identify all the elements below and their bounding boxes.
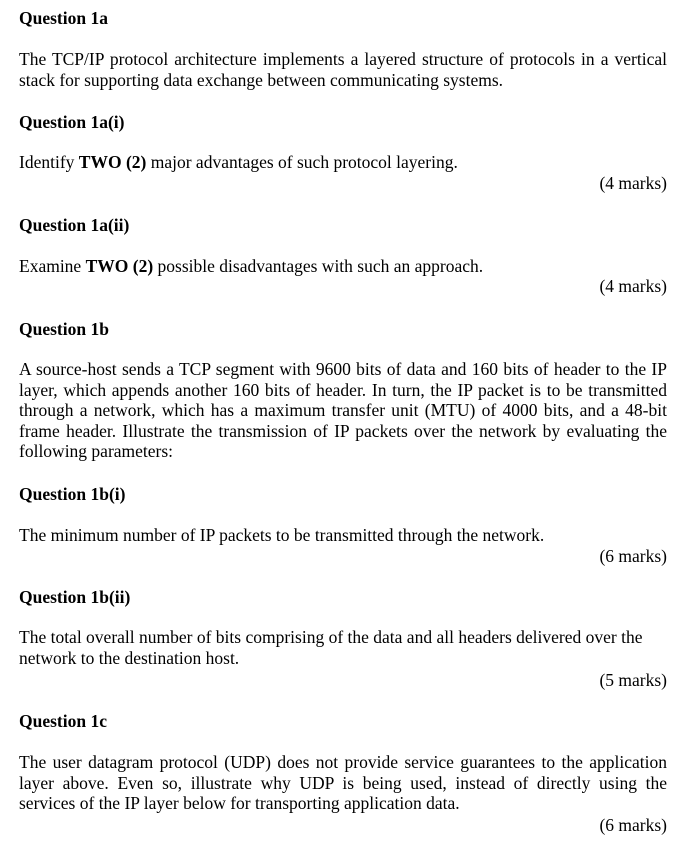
question-1c-marks: (6 marks): [599, 815, 667, 835]
question-1a-i-text: [19, 152, 667, 173]
question-1a-ii-text: [19, 256, 667, 277]
question-1b-heading: Question 1b: [19, 319, 109, 339]
question-1b-text: A source-host sends a TCP segment with 9600 bits of data and 160 bits of header to the IP layer, which appends another 160 bits of header. In turn, the IP packet is to be transmitted through a network, which has a maximum transfer unit (MTU) of 4000 bits, and a 48-bit frame header. Illustrate the transmission of IP packets over the network by evaluating the following parameters:: [19, 359, 667, 461]
question-1a-ii-text-bold: TWO (2): [85, 256, 154, 276]
question-1a-text: The TCP/IP protocol architecture implements a layered structure of protocols in a vertical stack for supporting data exchange between communicating systems.: [19, 49, 667, 90]
question-1a-i-marks: (4 marks): [599, 173, 667, 193]
question-1a-heading: Question 1a: [19, 8, 108, 28]
question-1b-i-heading: Question 1b(i): [19, 484, 126, 504]
question-1b-ii-marks: (5 marks): [599, 670, 667, 690]
question-1b-ii-text: The total overall number of bits comprising of the data and all headers delivered over the network to the destination host.: [19, 627, 643, 668]
question-1a-i-text-bold: TWO (2): [78, 152, 147, 172]
question-1c-heading: Question 1c: [19, 711, 107, 731]
question-1a-ii-heading: Question 1a(ii): [19, 215, 130, 235]
question-1b-i-marks: (6 marks): [599, 546, 667, 566]
question-1c-text: The user datagram protocol (UDP) does not provide service guarantees to the application layer above. Even so, illustrate why UDP is being used, instead of directly using the services of the IP layer below for transporting application data.: [19, 752, 667, 813]
question-1a-i-text-after: major advantages of such protocol layering.: [146, 152, 458, 172]
question-1a-ii-text-after: possible disadvantages with such an approach.: [153, 256, 484, 276]
question-1a-i-heading: Question 1a(i): [19, 112, 125, 132]
question-1a-i-text-before: Identify: [19, 152, 79, 172]
question-1b-i-text: The minimum number of IP packets to be transmitted through the network.: [19, 525, 545, 545]
question-1b-ii-heading: Question 1b(ii): [19, 587, 131, 607]
question-1a-ii-text-before: Examine: [19, 256, 86, 276]
question-1a-ii-marks: (4 marks): [599, 276, 667, 296]
